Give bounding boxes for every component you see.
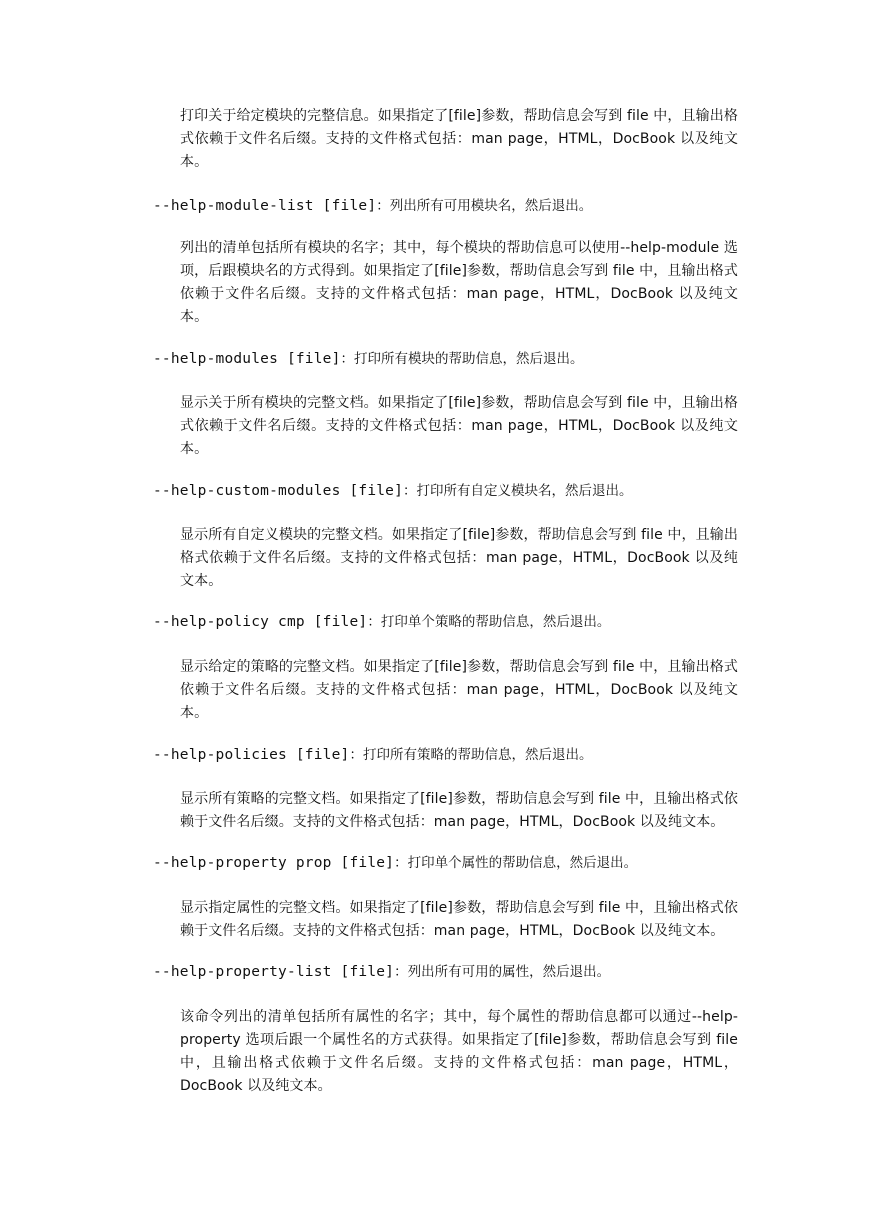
option-heading-help-module-list <box>153 196 592 216</box>
option-detail-help-custom-modules: 显示所有自定义模块的完整文档。如果指定了[file]参数，帮助信息会写到 file 中，且输出格式依赖于文件名后缀。支持的文件格式包括：man page，HTML，DocBook 以及纯文本。 <box>180 527 738 589</box>
option-summary: ：打印单个策略的帮助信息，然后退出。 <box>367 614 611 630</box>
intro-paragraph: 打印关于给定模块的完整信息。如果指定了[file]参数，帮助信息会写到 file 中，且输出格式依赖于文件名后缀。支持的文件格式包括：man page，HTML，DocBook 以及纯文本。 <box>180 108 738 170</box>
option-detail-help-modules: 显示关于所有模块的完整文档。如果指定了[file]参数，帮助信息会写到 file 中，且输出格式依赖于文件名后缀。支持的文件格式包括：man page，HTML，DocBook 以及纯文本。 <box>180 395 738 457</box>
option-heading-help-property <box>153 853 637 873</box>
option-detail-help-policy: 显示给定的策略的完整文档。如果指定了[file]参数，帮助信息会写到 file 中，且输出格式依赖于文件名后缀。支持的文件格式包括：man page，HTML，DocBook 以及纯文本。 <box>180 659 738 721</box>
option-flag: --help-modules [file] <box>153 351 341 367</box>
option-summary: ：列出所有可用模块名，然后退出。 <box>376 198 593 214</box>
option-flag: --help-policy cmp [file] <box>153 614 368 630</box>
option-flag: --help-custom-modules [file] <box>153 483 404 499</box>
option-summary: ：打印单个属性的帮助信息，然后退出。 <box>394 855 638 871</box>
option-flag: --help-policies [file] <box>153 747 350 763</box>
option-summary: ：打印所有模块的帮助信息，然后退出。 <box>340 351 584 367</box>
option-heading-help-policy <box>153 612 610 632</box>
option-detail-help-property: 显示指定属性的完整文档。如果指定了[file]参数，帮助信息会写到 file 中，且输出格式依赖于文件名后缀。支持的文件格式包括：man page，HTML，DocBook 以及纯文本。 <box>180 900 738 939</box>
option-heading-help-policies <box>153 745 592 765</box>
option-summary: ：打印所有策略的帮助信息，然后退出。 <box>349 747 593 763</box>
option-detail-help-module-list: 列出的清单包括所有模块的名字；其中，每个模块的帮助信息可以使用--help-module 选项，后跟模块名的方式得到。如果指定了[file]参数，帮助信息会写到 file 中，且输出格式依赖于文件名后缀。支持的文件格式包括：man page，HTML，DocBook 以及纯文本。 <box>180 240 738 325</box>
option-heading-help-custom-modules <box>153 481 633 501</box>
option-flag: --help-property prop [file] <box>153 855 395 871</box>
option-heading-help-modules <box>153 349 584 369</box>
option-flag: --help-module-list [file] <box>153 198 377 214</box>
option-heading-help-property-list <box>153 962 610 982</box>
option-summary: ：列出所有可用的属性，然后退出。 <box>394 964 611 980</box>
option-flag: --help-property-list [file] <box>153 964 395 980</box>
option-summary: ：打印所有自定义模块名，然后退出。 <box>403 483 633 499</box>
option-detail-help-property-list: 该命令列出的清单包括所有属性的名字；其中，每个属性的帮助信息都可以通过--help-property 选项后跟一个属性名的方式获得。如果指定了[file]参数，帮助信息会写到 file 中，且输出格式依赖于文件名后缀。支持的文件格式包括：man page，HTML，DocBook 以及纯文本。 <box>180 1009 738 1094</box>
option-detail-help-policies: 显示所有策略的完整文档。如果指定了[file]参数，帮助信息会写到 file 中，且输出格式依赖于文件名后缀。支持的文件格式包括：man page，HTML，DocBook 以及纯文本。 <box>180 791 738 830</box>
